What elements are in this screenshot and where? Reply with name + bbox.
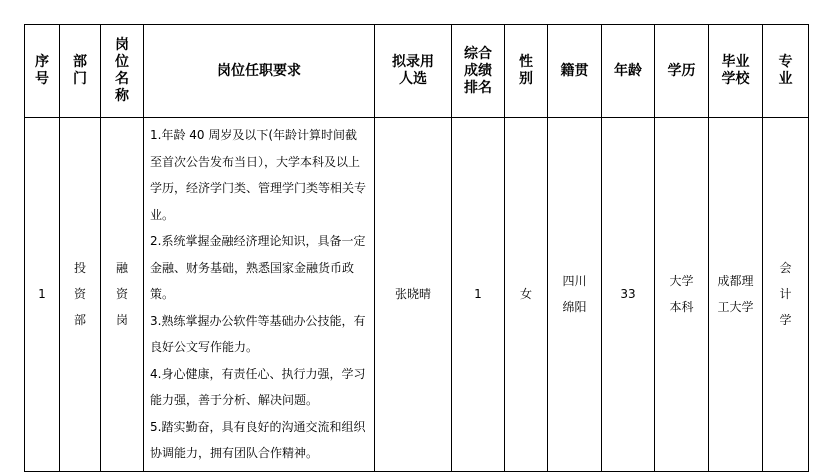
header-major: 专业 [763, 25, 809, 118]
requirement-5: 5.踏实勤奋，具有良好的沟通交流和组织协调能力，拥有团队合作精神。 [150, 419, 366, 460]
header-rank: 综合成绩排名 [452, 25, 505, 118]
cell-major: 会计学 [763, 118, 809, 472]
header-age: 年龄 [602, 25, 655, 118]
table-row [25, 118, 809, 472]
requirement-2: 2.系统掌握金融经济理论知识，具备一定金融、财务基础，熟悉国家金融货币政策。 [150, 234, 366, 301]
cell-age: 33 [602, 118, 655, 472]
requirement-4: 4.身心健康，有责任心、执行力强，学习能力强，善于分析、解决问题。 [150, 366, 366, 407]
requirement-3: 3.熟练掌握办公软件等基础办公技能，有良好公文写作能力。 [150, 313, 366, 354]
header-row [25, 25, 809, 118]
recruitment-table [24, 24, 809, 472]
header-gender: 性别 [505, 25, 548, 118]
cell-rank: 1 [452, 118, 505, 472]
cell-candidate: 张晓晴 [375, 118, 452, 472]
cell-education: 大学本科 [655, 118, 709, 472]
header-requirements: 岗位任职要求 [144, 25, 375, 118]
header-position: 岗位名称 [101, 25, 144, 118]
header-school: 毕业学校 [709, 25, 763, 118]
cell-requirements [144, 118, 375, 472]
header-dept: 部门 [60, 25, 101, 118]
header-no: 序号 [25, 25, 60, 118]
cell-school: 成都理工大学 [709, 118, 763, 472]
cell-gender: 女 [505, 118, 548, 472]
requirement-1: 1.年龄 40 周岁及以下(年龄计算时间截至首次公告发布当日），大学本科及以上学历，经济学门类、管理学门类等相关专业。 [150, 128, 367, 222]
header-origin: 籍贯 [548, 25, 602, 118]
header-education: 学历 [655, 25, 709, 118]
cell-no: 1 [25, 118, 60, 472]
header-candidate: 拟录用人选 [375, 25, 452, 118]
cell-position: 融资岗 [101, 118, 144, 472]
cell-origin: 四川绵阳 [548, 118, 602, 472]
cell-dept: 投资部 [60, 118, 101, 472]
